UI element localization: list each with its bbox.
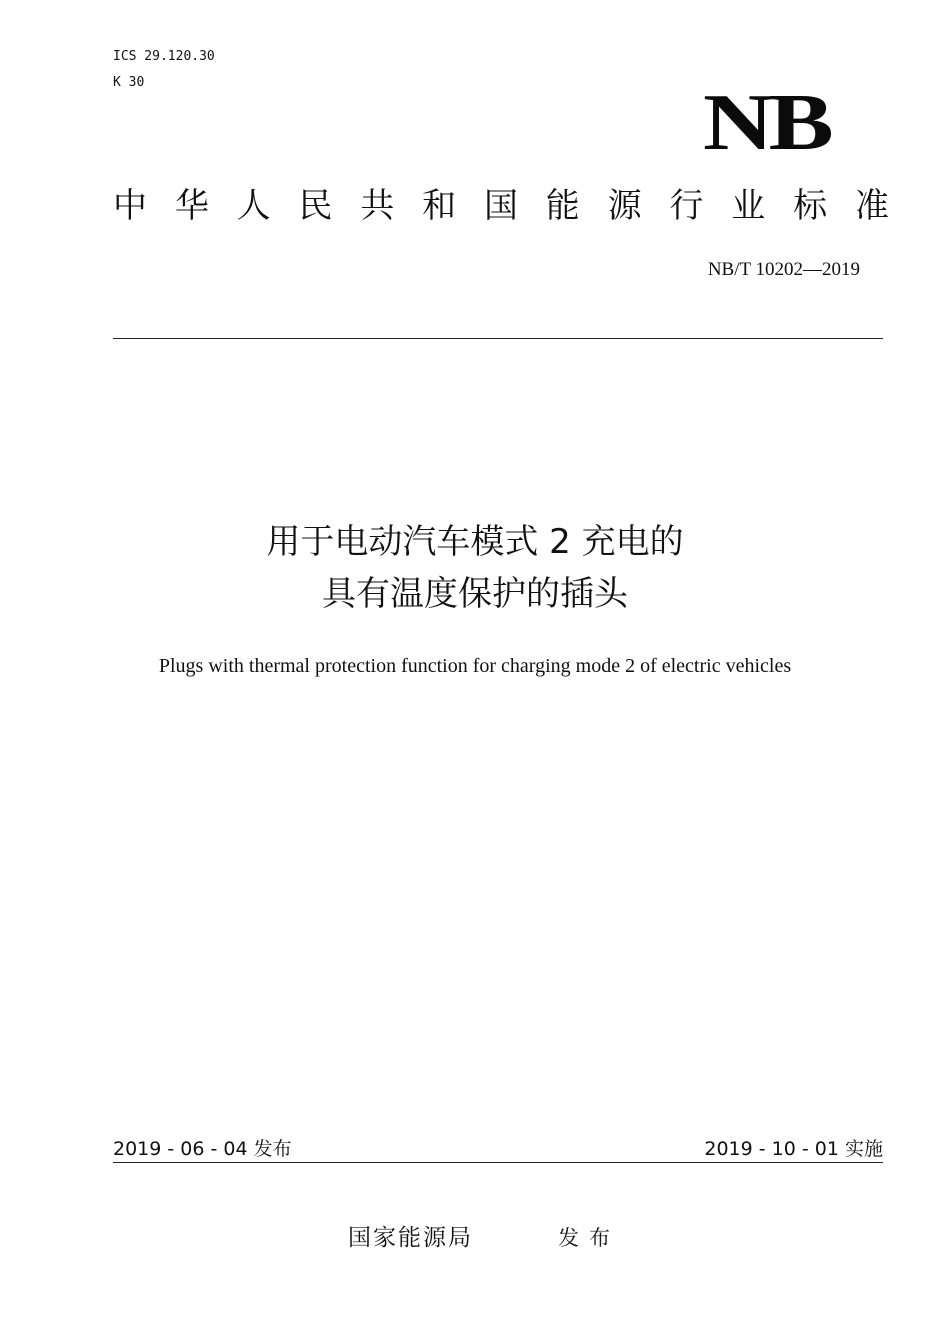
standard-title-char: 行 bbox=[669, 186, 704, 226]
standard-number: NB/T 10202—2019 bbox=[707, 259, 860, 280]
classification-code: K 30 bbox=[113, 75, 145, 90]
issue-label: 发布 bbox=[558, 1226, 620, 1250]
standard-title-char: 业 bbox=[731, 186, 766, 226]
implement-date: 2019 - 10 - 01 实施 bbox=[704, 1138, 883, 1160]
header-divider bbox=[113, 338, 883, 339]
ics-code: ICS 29.120.30 bbox=[113, 49, 215, 64]
standard-category-title bbox=[113, 184, 889, 228]
standard-title-char: 人 bbox=[236, 186, 271, 226]
issuing-authority: 国家能源局 bbox=[348, 1225, 473, 1251]
standard-title-char: 能 bbox=[545, 186, 580, 226]
standard-title-char: 中 bbox=[113, 186, 147, 226]
date-row bbox=[113, 1136, 883, 1162]
publish-date: 2019 - 06 - 04 发布 bbox=[113, 1138, 292, 1160]
standard-title-char: 和 bbox=[422, 186, 457, 226]
standard-title-char: 民 bbox=[298, 186, 333, 226]
nb-logo: NB bbox=[702, 79, 829, 167]
standard-title-char: 准 bbox=[854, 186, 889, 226]
standard-title-char: 国 bbox=[483, 186, 518, 226]
document-title-en: Plugs with thermal protection function for charging mode 2 of electric vehicles bbox=[158, 655, 792, 677]
document-title-cn-line2: 具有温度保护的插头 bbox=[322, 574, 628, 614]
footer-divider bbox=[113, 1162, 883, 1163]
standard-title-char: 华 bbox=[174, 186, 209, 226]
document-title-cn-line1: 用于电动汽车模式 2 充电的 bbox=[266, 522, 684, 562]
standard-title-char: 标 bbox=[793, 186, 828, 226]
standard-title-char: 共 bbox=[360, 186, 395, 226]
standard-title-char: 源 bbox=[607, 186, 642, 226]
